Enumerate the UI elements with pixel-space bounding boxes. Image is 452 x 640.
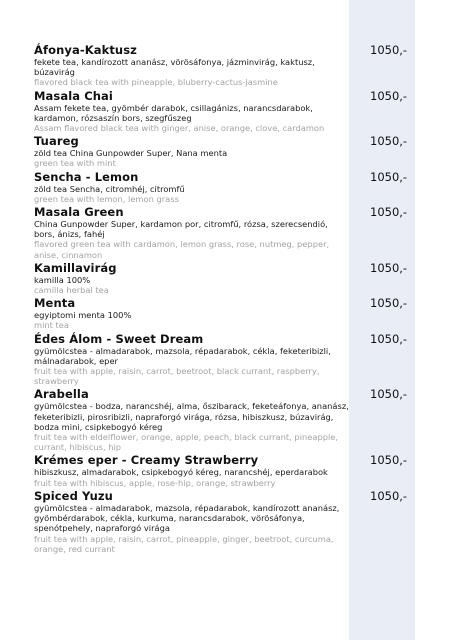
item-description-en: green tea with mint	[34, 158, 116, 169]
item-description-hu: Assam fekete tea, gyömbér darabok, csillagánizs, narancsdarabok, kardamon, rózsaszín bors, szegfűszeg	[34, 102, 313, 123]
item-description-hu: zöld tea Sencha, citromhéj, citromfű	[34, 183, 185, 194]
item-description-en: mint tea	[34, 320, 69, 331]
item-name: Menta	[34, 296, 76, 311]
item-description-en: Assam flavored black tea with ginger, anise, orange, clove, cardamon	[34, 123, 325, 134]
item-description-en: fruit tea with hibiscus, apple, rose-hip, orange, strawberry	[34, 477, 276, 488]
item-description-hu: gyümölcstea - almadarabok, mazsola, répadarabok, kandírozott ananász, gyömbérdarabok, cékla, kurkuma, narancsdarabok, vörösáfonya, spenótpehely, napraforgó virága	[34, 502, 340, 534]
menu-item	[34, 44, 414, 88]
item-description-en: fruit tea with eldelflower, orange, apple, peach, black currant, pineapple, currant, hibiscus, hip	[34, 432, 339, 453]
item-description-en: camilla herbal tea	[34, 285, 109, 296]
item-description-en: fruit tea with apple, raisin, carrot, beetroot, black currant, raspberry, strawberry	[34, 366, 320, 387]
item-description-hu: China Gunpowder Super, kardamon por, citromfű, rózsa, szerecsendió, bors, ánizs, fahéj	[34, 219, 328, 240]
menu-item	[34, 454, 414, 487]
item-description-hu: zöld tea China Gunpowder Super, Nana menta	[34, 148, 228, 159]
item-price: 1050,-	[370, 331, 408, 346]
menu-item	[34, 206, 414, 260]
item-price: 1050,-	[370, 43, 408, 57]
item-description-en: green tea with lemon, lemon grass	[34, 193, 179, 204]
item-description-en: fruit tea with apple, raisin, carrot, pineapple, ginger, beetroot, curcuma, orange, red currant	[34, 533, 334, 554]
item-name: Tuareg	[34, 134, 79, 149]
item-name: Masala Chai	[34, 88, 113, 103]
item-name: Arabella	[34, 387, 89, 402]
item-name: Masala Green	[34, 205, 124, 220]
item-name: Spiced Yuzu	[34, 488, 113, 503]
item-name: Áfonya-Kaktusz	[34, 43, 137, 57]
item-description-en: flavored black tea with pineapple, bluberry-cactus-jasmine	[34, 77, 278, 88]
menu-item	[34, 388, 414, 452]
item-description-hu: fekete tea, kandírozott ananász, vörösáfonya, jázminvirág, kaktusz, búzavirág	[34, 57, 315, 78]
item-description-hu: gyümölcstea - bodza, narancshéj, alma, őszibarack, feketeáfonya, ananász, feketeribizli, pirosribizli, napraforgó virága, rózsa, hibiszkusz, búzavirág, bodza mini, csipkebogyó kéreg	[34, 401, 349, 432]
item-description-en: flavored green tea with cardamon, lemon grass, rose, nutmeg, pepper, anise, cinnamon	[34, 239, 330, 260]
item-price: 1050,-	[370, 260, 408, 275]
item-description-hu: egyiptomi menta 100%	[34, 310, 132, 321]
item-price: 1050,-	[370, 387, 408, 402]
item-name: Édes Álom - Sweet Dream	[34, 331, 204, 346]
item-description-hu: hibiszkusz, almadarabok, csipkebogyó kéreg, narancshéj, eperdarabok	[34, 467, 328, 478]
item-description-hu: kamilla 100%	[34, 274, 91, 285]
menu-item	[34, 262, 414, 295]
tea-menu-list	[34, 44, 414, 556]
item-price: 1050,-	[370, 88, 408, 103]
item-price: 1050,-	[370, 169, 408, 184]
menu-item	[34, 333, 414, 387]
item-name: Krémes eper - Creamy Strawberry	[34, 453, 259, 468]
item-name: Sencha - Lemon	[34, 169, 139, 184]
item-price: 1050,-	[370, 296, 408, 311]
menu-item	[34, 297, 414, 330]
item-description-hu: gyümölcstea - almadarabok, mazsola, répadarabok, cékla, feketeribizli, málnadarabok, eper	[34, 345, 331, 366]
item-price: 1050,-	[370, 134, 408, 149]
menu-item	[34, 171, 414, 204]
item-price: 1050,-	[370, 205, 408, 220]
menu-item	[34, 490, 414, 554]
item-price: 1050,-	[370, 488, 408, 503]
menu-item	[34, 135, 414, 168]
item-price: 1050,-	[370, 453, 408, 468]
item-name: Kamillavirág	[34, 260, 117, 275]
menu-item	[34, 90, 414, 134]
